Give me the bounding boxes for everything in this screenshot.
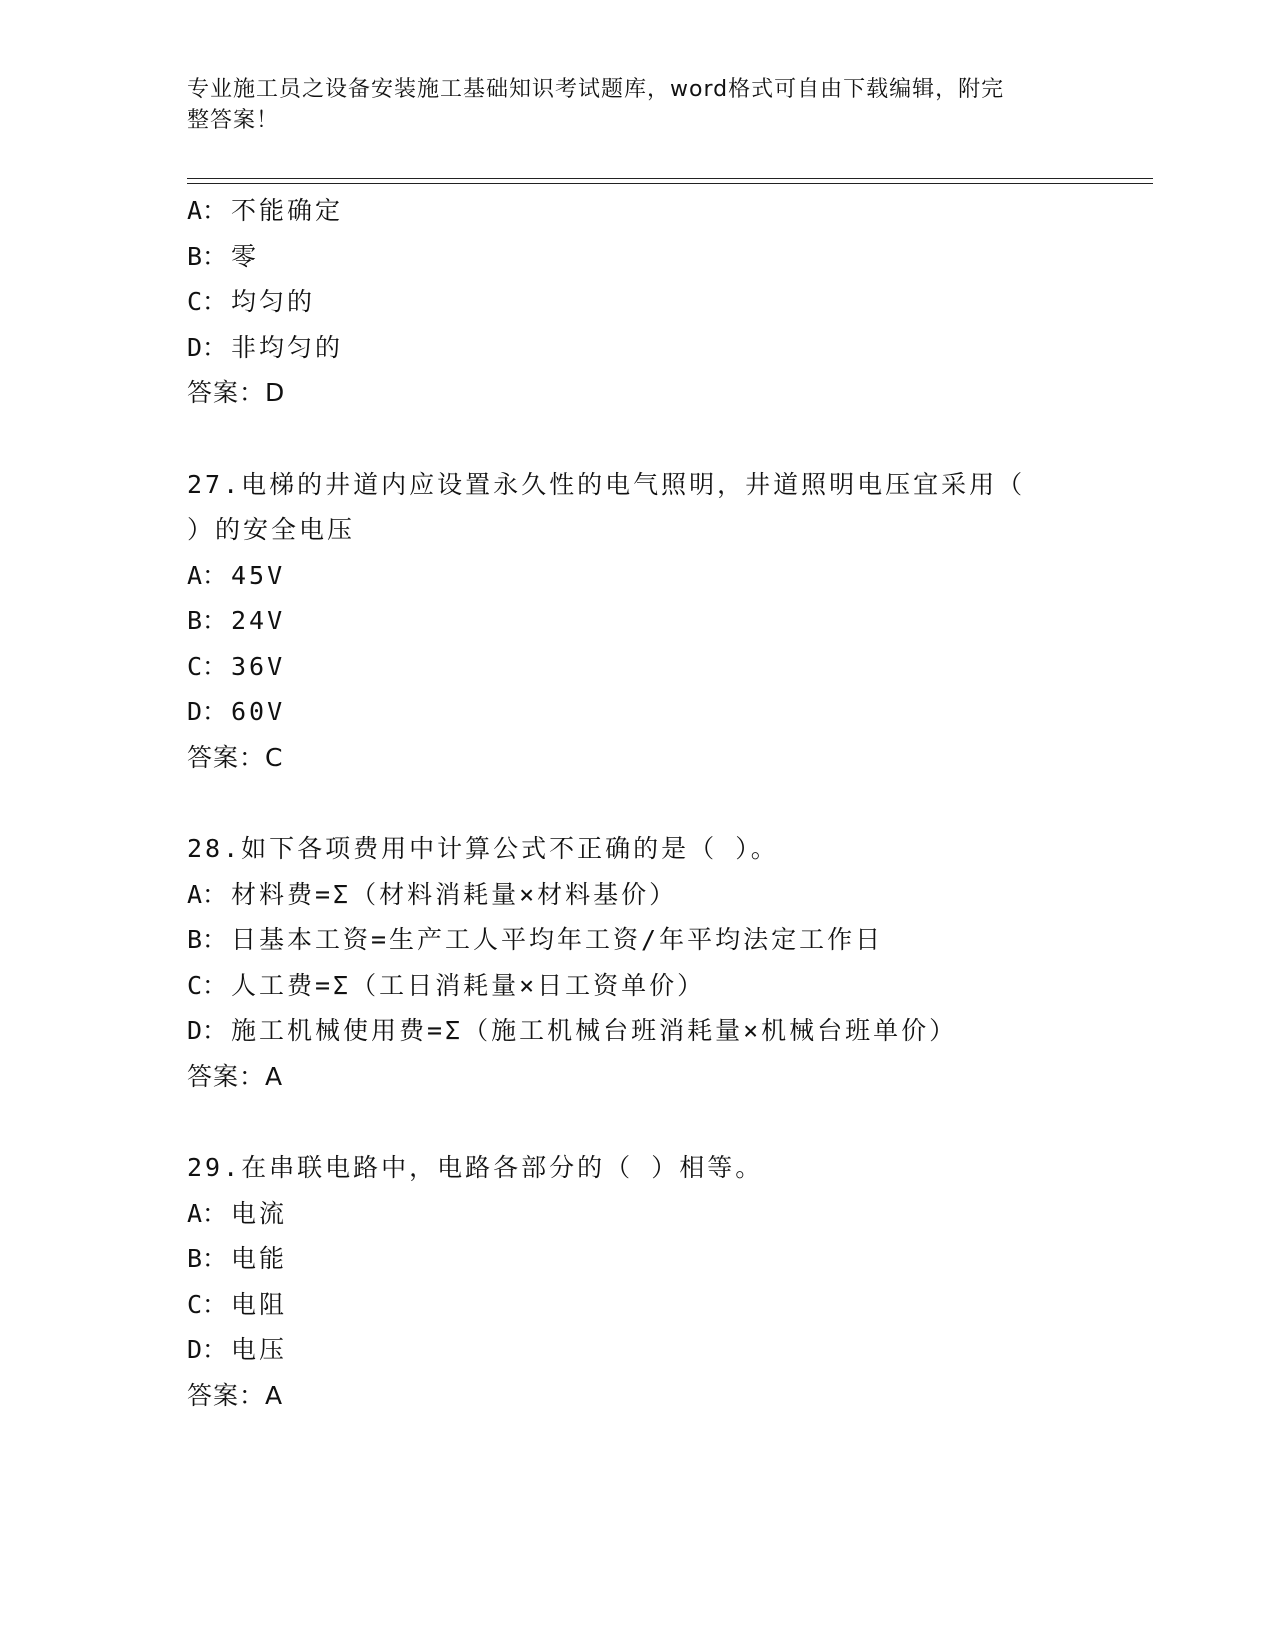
spacer [187,780,1087,826]
option-d [187,325,1087,371]
option-text: 日基本工资=生产工人平均年工资/年平均法定工作日 [231,925,884,954]
option-a [187,872,1087,918]
option-text: 电阻 [231,1289,288,1319]
option-d [187,1008,1087,1054]
answer-line: 答案：D [187,378,286,407]
option-a [187,1191,1087,1237]
option-b [187,598,1087,644]
option-text: 不能确定 [231,196,344,225]
answer-line: 答案：C [187,742,284,772]
option-a [187,188,1087,234]
option-c [187,644,1087,690]
header-divider-bottom [187,183,1153,184]
option-c [187,279,1087,325]
spacer [187,1099,1087,1145]
option-letter: A： [187,879,228,909]
header-line-1: 专业施工员之设备安装施工基础知识考试题库，word格式可自由下载编辑，附完 [187,77,1005,102]
question-stem: 29.在串联电路中，电路各部分的（ ）相等。 [187,1153,764,1182]
option-text: 人工费=Σ（工日消耗量×日工资单价） [231,970,706,1000]
question-27 [187,462,1087,781]
spacer [187,416,1087,462]
option-letter: C： [187,287,228,316]
option-letter: B： [187,241,228,271]
option-text: 施工机械使用费=Σ（施工机械台班消耗量×机械台班单价） [231,1016,958,1045]
option-text: 24V [231,606,286,635]
question-stem-continued: ）的安全电压 [187,515,356,544]
question-stem: 27.电梯的井道内应设置永久性的电气照明，井道照明电压宜采用（ [187,469,1026,499]
option-letter: C： [187,1289,228,1319]
option-c [187,963,1087,1009]
option-text: 36V [231,651,286,681]
option-text: 45V [231,560,286,590]
option-b [187,234,1087,280]
option-letter: D： [187,332,228,362]
page-header [187,74,1067,136]
question-stem: 28.如下各项费用中计算公式不正确的是（ ）。 [187,834,779,863]
question-list [187,188,1087,1418]
question-29 [187,1145,1087,1418]
option-text: 电压 [231,1335,288,1364]
option-text: 电能 [231,1244,288,1273]
question-26-continued [187,188,1087,416]
option-text: 零 [231,241,260,271]
header-line-2: 整答案！ [187,108,280,133]
question-28 [187,826,1087,1099]
option-text: 60V [231,697,286,726]
option-c [187,1282,1087,1328]
option-letter: C： [187,970,228,1000]
option-letter: B： [187,1244,228,1273]
header-divider-top [187,178,1153,179]
option-text: 非均匀的 [231,332,344,362]
option-letter: D： [187,1335,228,1364]
option-text: 均匀的 [231,287,316,316]
option-b [187,917,1087,963]
option-letter: B： [187,925,228,954]
option-letter: B： [187,606,228,635]
answer-line: 答案：A [187,1380,284,1410]
option-b [187,1236,1087,1282]
option-letter: D： [187,697,228,726]
option-text: 材料费=Σ（材料消耗量×材料基价） [231,879,678,909]
option-letter: A： [187,196,228,225]
answer-line: 答案：A [187,1061,284,1091]
option-a [187,553,1087,599]
option-d [187,1327,1087,1373]
option-text: 电流 [231,1198,288,1228]
option-letter: C： [187,651,228,681]
option-letter: A： [187,1198,228,1228]
option-d [187,689,1087,735]
option-letter: D： [187,1016,228,1045]
option-letter: A： [187,560,228,590]
